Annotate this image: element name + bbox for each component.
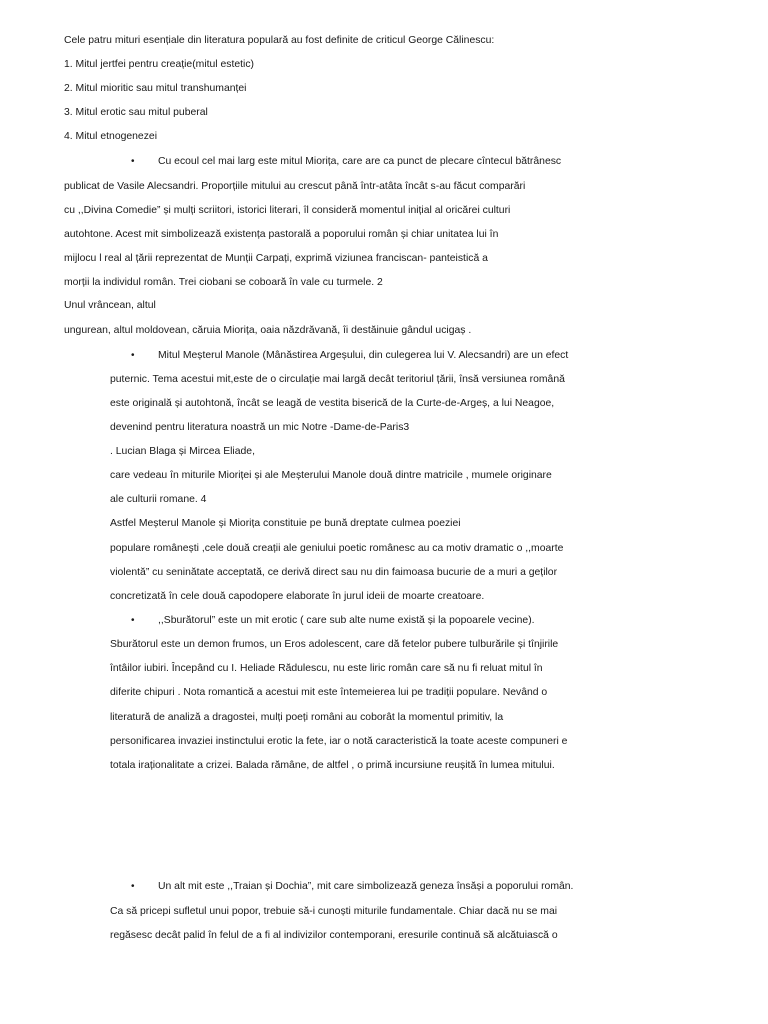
intro-paragraph: Cele patru mituri esențiale din literatura populară au fost definite de criticul George Călinescu: (64, 35, 495, 46)
paragraph-line: autohtone. Acest mit simbolizează existența pastorală a poporului român și chiar unitatea lui în (64, 229, 499, 240)
paragraph-line: totala iraționalitate a crizei. Balada rămâne, de altfel , o primă incursiune reușită în lumea mitului. (110, 760, 555, 771)
paragraph-line: regăsesc decât palid în felul de a fi al indivizilor contemporani, eresurile continuă să alcătuiască o (110, 930, 558, 941)
paragraph-line: morții la individul român. Trei ciobani se coboară în vale cu turmele. 2 (64, 277, 383, 288)
paragraph-line: personificarea invaziei instinctului erotic la fete, iar o notă caracteristică la toate aceste compuneri e (110, 736, 568, 747)
paragraph-line: Cu ecoul cel mai larg este mitul Miorița, care are ca punct de plecare cîntecul bătrânesc (158, 156, 562, 167)
paragraph-line: mijlocu l real al țării reprezentat de Munții Carpați, exprimă viziunea franciscan- panteistică a (64, 253, 488, 264)
list-item: 2. Mitul mioritic sau mitul transhumanței (64, 83, 247, 94)
bullet-icon: • (131, 156, 135, 167)
paragraph-line: puternic. Tema acestui mit,este de o circulație mai largă decât teritoriul țării, însă versiunea română (110, 374, 565, 385)
paragraph-line: Sburătorul este un demon frumos, un Eros adolescent, care dă fetelor pubere tulburările și tînjirile (110, 639, 559, 650)
paragraph-line: violentă” cu seninătate acceptată, ce derivă direct sau nu din faimoasa bucurie de a muri a geților (110, 567, 558, 578)
bullet-icon: • (131, 615, 135, 626)
paragraph-line: publicat de Vasile Alecsandri. Proporțiile mitului au crescut până într-atâta încât s-au făcut comparări (64, 181, 526, 192)
paragraph-line: Ca să pricepi sufletul unui popor, trebuie să-i cunoști miturile fundamentale. Chiar dacă nu se mai (110, 906, 558, 917)
list-item: 1. Mitul jertfei pentru creație(mitul estetic) (64, 59, 254, 70)
paragraph-line: . Lucian Blaga și Mircea Eliade, (110, 446, 255, 457)
paragraph-line: ale culturii romane. 4 (110, 494, 207, 505)
paragraph-line: întâilor iubiri. Începând cu I. Heliade Rădulescu, nu este liric român care să nu fi reluat mitul în (110, 663, 543, 674)
paragraph-line: diferite chipuri . Nota romantică a acestui mit este întemeierea lui pe tradiții populare. Nevând o (110, 687, 548, 698)
paragraph-line: devenind pentru literatura noastră un mic Notre -Dame-de-Paris3 (110, 422, 410, 433)
paragraph-line: cu ,,Divina Comedie” și mulți scriitori, istorici literari, îl consideră momentul inițial al oricărei culturi (64, 205, 511, 216)
paragraph-line: Mitul Meșterul Manole (Mânăstirea Argeșului, din culegerea lui V. Alecsandri) are un efect (158, 350, 569, 361)
paragraph-line: Un alt mit este ,,Traian și Dochia”, mit care simbolizează geneza însăși a poporului român. (158, 881, 574, 892)
paragraph-line: ungurean, altul moldovean, căruia Miorița, oaia năzdrăvană, îi destăinuie gândul ucigaș . (64, 325, 472, 336)
paragraph-line: care vedeau în miturile Mioriței și ale Meșterului Manole două dintre matricile , mumele originare (110, 470, 552, 481)
paragraph-line: concretizată în cele două capodopere elaborate în jurul ideii de moarte creatoare. (110, 591, 485, 602)
bullet-icon: • (131, 350, 135, 361)
bullet-icon: • (131, 881, 135, 892)
paragraph-line: populare românești ,cele două creații ale geniului poetic românesc au ca motiv dramatic o ,,moarte (110, 543, 564, 554)
list-item: 4. Mitul etnogenezei (64, 131, 157, 142)
paragraph-line: literatură de analiză a dragostei, mulți poeți români au coborât la momentul primitiv, la (110, 712, 504, 723)
list-item: 3. Mitul erotic sau mitul puberal (64, 107, 208, 118)
paragraph-line: Astfel Meșterul Manole și Miorița constituie pe bună dreptate culmea poeziei (110, 518, 461, 529)
paragraph-line: este originală și autohtonă, încât se leagă de vestita biserică de la Curte-de-Argeș, a lui Neagoe, (110, 398, 555, 409)
paragraph-line: Unul vrâncean, altul (64, 300, 156, 311)
paragraph-line: ,,Sburătorul” este un mit erotic ( care sub alte nume există și la popoarele vecine). (158, 615, 535, 626)
